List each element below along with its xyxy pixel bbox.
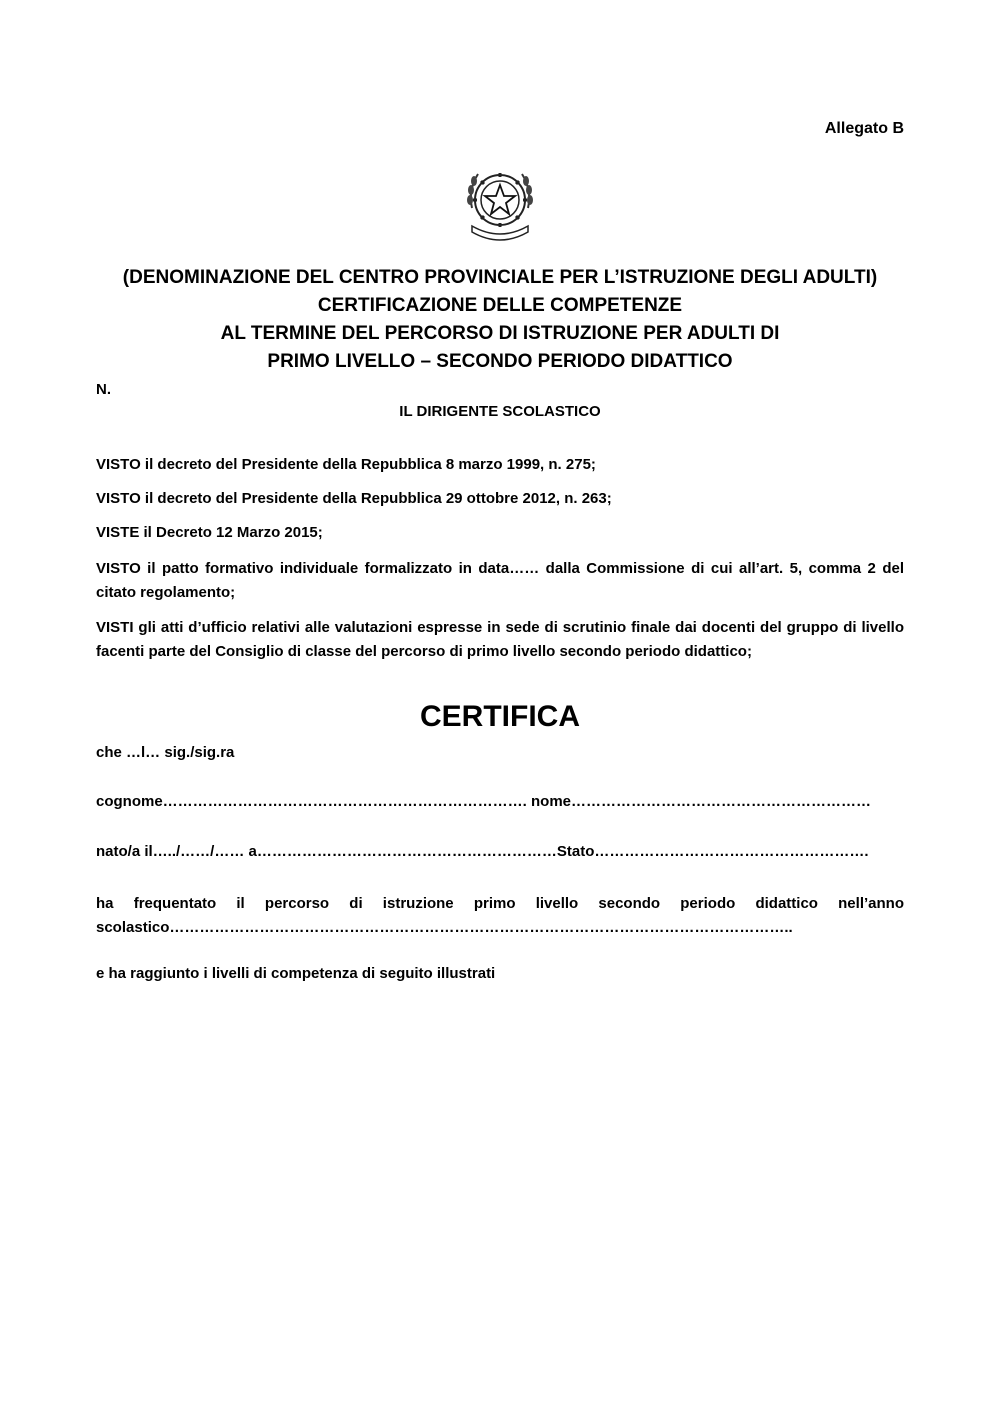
student-intro-line: che …l… sig./sig.ra [96, 744, 235, 761]
document-title [60, 264, 940, 376]
title-center-name: (DENOMINAZIONE DEL CENTRO PROVINCIALE PER L’ISTRUZIONE DEGLI ADULTI) [122, 267, 878, 288]
title-certification: CERTIFICAZIONE DELLE COMPETENZE [317, 295, 683, 316]
premise-dpr-263: VISTO il decreto del Presidente della Repubblica 29 ottobre 2012, n. 263; [96, 490, 612, 507]
premise-atti-ufficio: VISTI gli atti d’ufficio relativi alle valutazioni espresse in sede di scrutinio finale dai docenti del gruppo di livello facenti parte del Consiglio di classe del percorso di primo livello secondo periodo didattico; [96, 619, 904, 660]
premise-decreto-2015: VISTE il Decreto 12 Marzo 2015; [96, 524, 323, 541]
surname-name-field: cognome………………………………………………………………. nome…………………………………………………… [96, 793, 872, 810]
issuer-role: IL DIRIGENTE SCOLASTICO [399, 403, 601, 420]
emblema-repubblica-italiana-icon [462, 160, 538, 246]
title-level-period: PRIMO LIVELLO – SECONDO PERIODO DIDATTICO [267, 351, 733, 372]
premise-dpr-275: VISTO il decreto del Presidente della Repubblica 8 marzo 1999, n. 275; [96, 456, 596, 473]
birth-date-place-field: nato/a il…../……/…… a……………………………………………………Stato………………………………………………. [96, 843, 869, 860]
competence-levels-line: e ha raggiunto i livelli di competenza di seguito illustrati [96, 965, 496, 982]
title-course-end: AL TERMINE DEL PERCORSO DI ISTRUZIONE PER ADULTI DI [220, 323, 780, 344]
annex-label: Allegato B [824, 120, 904, 137]
premise-patto-formativo: VISTO il patto formativo individuale formalizzato in data…… dalla Commissione di cui all’art. 5, comma 2 del citato regolamento; [96, 560, 904, 601]
certifica-heading: CERTIFICA [420, 700, 580, 733]
school-year-field: ha frequentato il percorso di istruzione primo livello secondo periodo didattico nell’anno scolastico…………………………………………………………………………………………………………….. [96, 895, 904, 936]
certificate-number-label: N. [96, 381, 111, 398]
